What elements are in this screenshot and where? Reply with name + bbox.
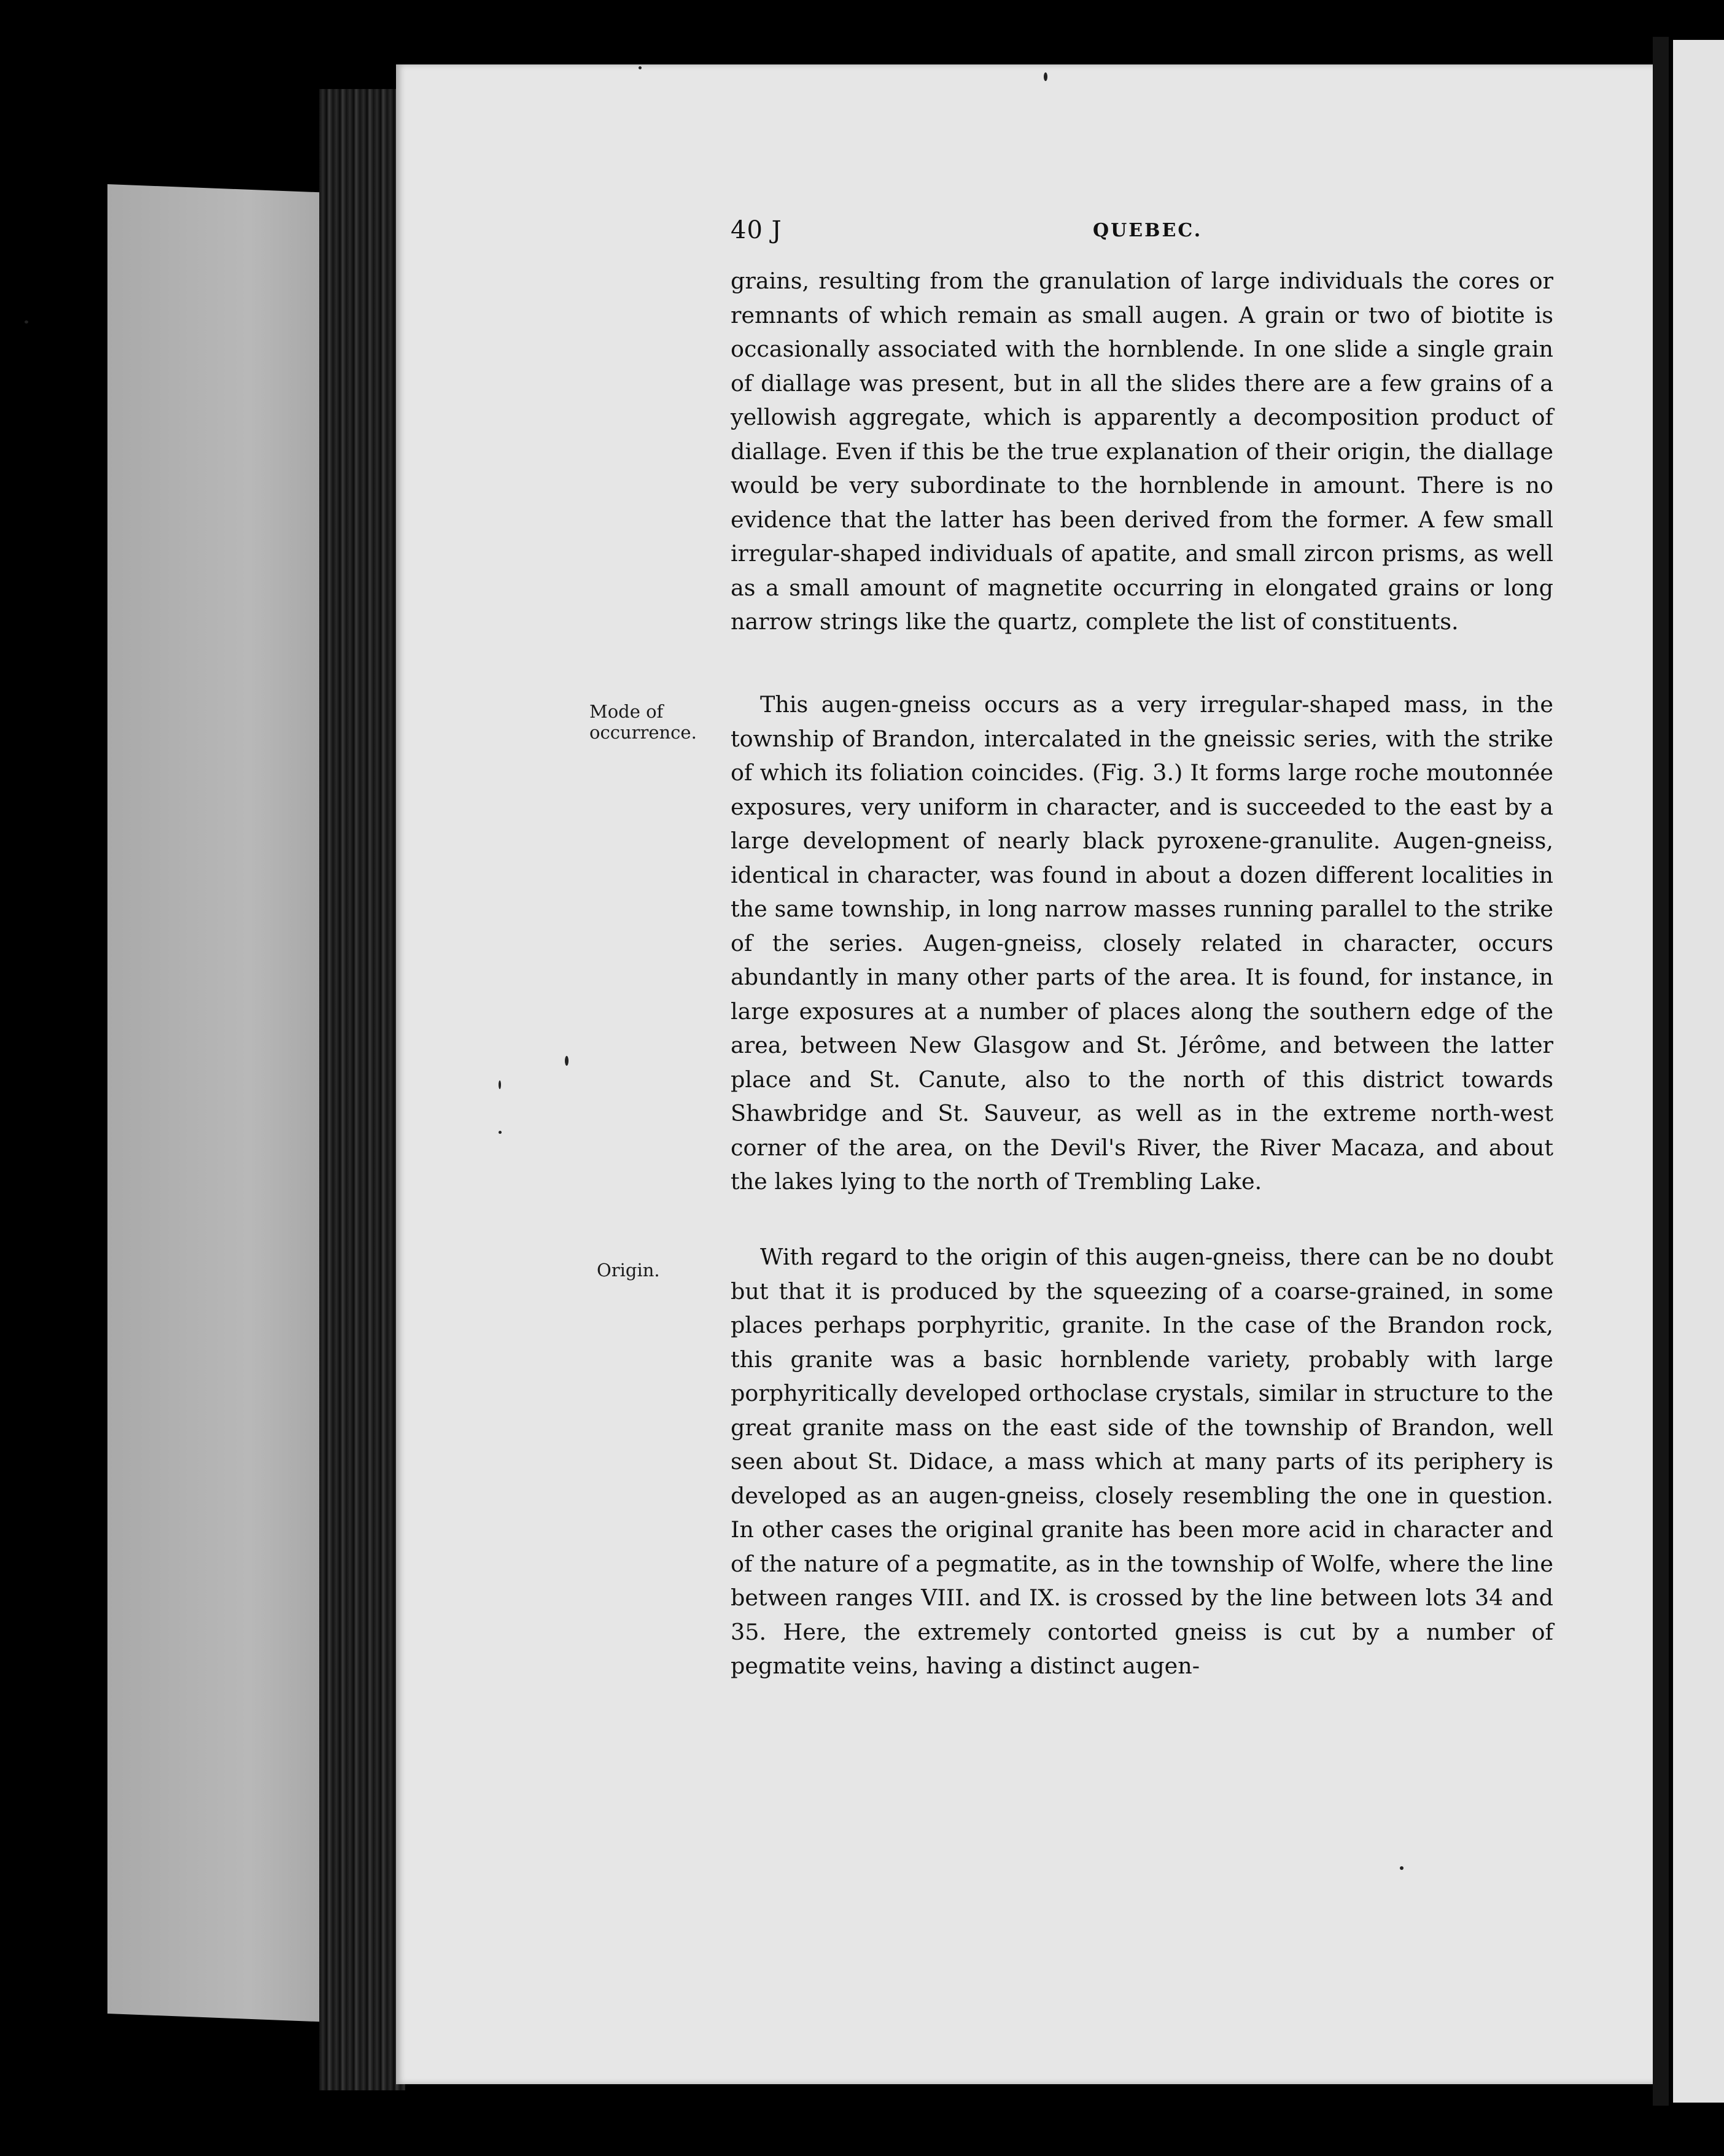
running-head: QUEBEC.	[1093, 220, 1203, 241]
paragraph-origin: With regard to the origin of this augen-gneiss, there can be no doubt but that it is produced by the squeezing of a coarse-grained, in some places perhaps porphyritic, granite. In the case of the Brandon rock, this granite was a basic hornblende variety, probably with large porphyritically developed orthoclase crystals, similar in structure to the great granite mass on the east side of the township of Brandon, well seen about St. Didace, a mass which at many parts of its periphery is developed as an augen-gneiss, closely resembling the one in question. In other cases the original granite has been more acid in character and of the nature of a pegmatite, as in the township of Wolfe, where the line between ranges VIII. and IX. is crossed by the line between lots 34 and 35. Here, the extremely contorted gneiss is cut by a number of pegmatite veins, having a distinct augen-	[731, 1244, 1553, 1679]
paragraph-mode-of-occurrence: This augen-gneiss occurs as a very irregular-shaped mass, in the township of Brandon, intercalated in the gneissic series, with the strike of which its foliation coincides. (Fig. 3.) It forms large roche moutonnée exposures, very uniform in character, and is succeeded to the east by a large development of nearly black pyroxene-granulite. Augen-gneiss, identical in character, was found in about a dozen different localities in the same township, in long narrow masses running parallel to the strike of the series. Augen-gneiss, closely related in character, occurs abundantly in many other parts of the area. It is found, for instance, in large exposures at a number of places along the southern edge of the area, between New Glasgow and St. Jérôme, and between the latter place and St. Canute, also to the north of this district towards Shawbridge and St. Sauveur, as well as in the extreme north-west corner of the area, on the Devil's River, the River Macaza, and about the lakes lying to the north of Trembling Lake.	[731, 691, 1553, 1195]
body-text	[731, 264, 1553, 1679]
page-header	[731, 216, 1553, 253]
sidenote-origin: Origin.	[597, 1260, 660, 1281]
paragraph-continuation: grains, resulting from the granulation of large individuals the cores or remnants of which remain as small augen. A grain or two of biotite is occasionally associated with the hornblende. In one slide a single grain of diallage was present, but in all the slides there are a few grains of a yellowish aggregate, which is apparently a decomposition product of diallage. Even if this be the true explanation of their origin, the diallage would be very subordinate to the hornblende in amount. There is no evidence that the latter has been derived from the former. A few small irregular-shaped individuals of apatite, and small zircon prisms, as well as a small amount of magnetite occurring in elongated grains or long narrow strings like the quartz, complete the list of constituents.	[731, 268, 1553, 635]
page-block-edge	[319, 89, 405, 2090]
sidenote-line: occurrence.	[589, 722, 697, 743]
page-number: 40 J	[731, 216, 782, 244]
facing-page-edge	[1673, 40, 1724, 2103]
gutter-shadow	[1653, 37, 1669, 2106]
sidenote-mode-of-occurrence	[589, 701, 712, 743]
sidenote-line: Mode of	[589, 701, 664, 722]
